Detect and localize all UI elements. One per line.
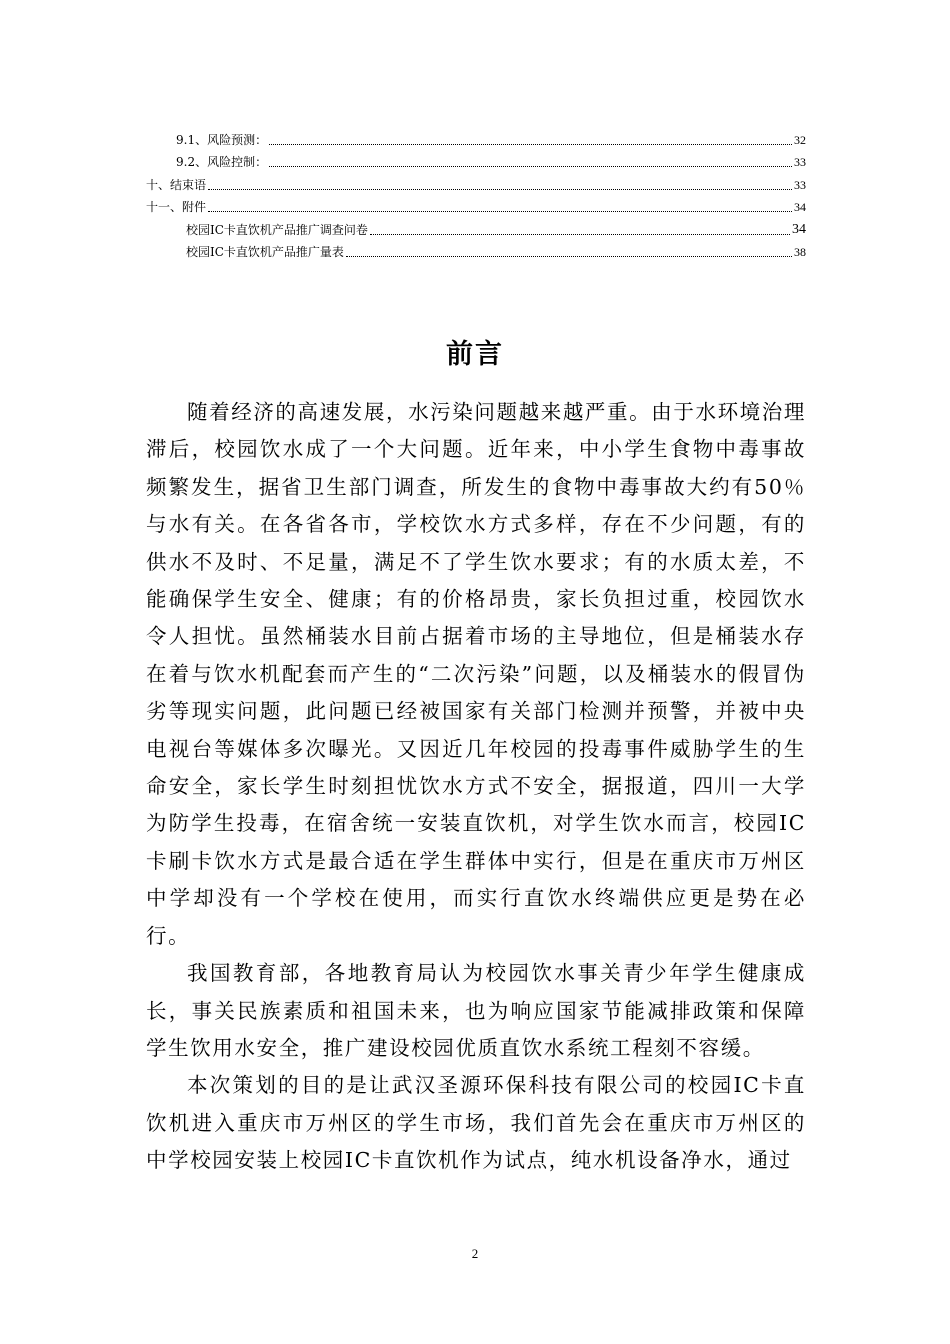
toc-entry[interactable] bbox=[146, 151, 806, 174]
toc-entry-page: 34 bbox=[792, 221, 806, 237]
toc-leader-dots bbox=[269, 143, 792, 145]
body-text bbox=[146, 394, 806, 1180]
toc-entry[interactable] bbox=[146, 241, 806, 264]
toc-entry-title: 校园IC卡直饮机产品推广调查问卷 bbox=[186, 222, 368, 237]
toc-entry[interactable] bbox=[146, 128, 806, 151]
toc-entry-title: 十一、附件 bbox=[146, 200, 207, 214]
toc-entry-page: 38 bbox=[794, 245, 806, 259]
toc-entry-page: 32 bbox=[794, 132, 806, 147]
toc-entry-title: 9.2、风险控制： bbox=[176, 155, 268, 169]
toc-entry-title: 十、结束语 bbox=[146, 177, 207, 192]
toc-entry[interactable] bbox=[146, 196, 806, 219]
paragraph: 本次策划的目的是让武汉圣源环保科技有限公司的校园IC卡直饮机进入重庆市万州区的学生市场，我们首先会在重庆市万州区的中学校园安装上校园IC卡直饮机作为试点，纯水机设备净水，通过 bbox=[146, 1073, 806, 1173]
toc-leader-dots bbox=[269, 165, 792, 167]
toc-entry-title: 9.1、风险预测： bbox=[176, 132, 268, 147]
toc-leader-dots bbox=[346, 255, 792, 257]
toc-leader-dots bbox=[208, 210, 792, 212]
toc-entry[interactable] bbox=[146, 218, 806, 241]
paragraph: 随着经济的高速发展，水污染问题越来越严重。由于水环境治理滞后，校园饮水成了一个大问题。近年来，中小学生食物中毒事故频繁发生，据省卫生部门调查，所发生的食物中毒事故大约有50％与水有关。在各省各市，学校饮水方式多样，存在不少问题，有的供水不及时、不足量，满足不了学生饮水要求；有的水质太差，不能确保学生安全、健康；有的价格昂贵，家长负担过重，校园饮水令人担忧。虽然桶装水目前占据着市场的主导地位，但是桶装水存在着与饮水机配套而产生的“二次污染”问题，以及桶装水的假冒伪劣等现实问题，此问题已经被国家有关部门检测并预警，并被中央电视台等媒体多次曝光。又因近几年校园的投毒事件威胁学生的生命安全，家长学生时刻担忧饮水方式不安全，据报道，四川一大学为防学生投毒，在宿舍统一安装直饮机，对学生饮水而言，校园IC卡刷卡饮水方式是最合适在学生群体中实行，但是在重庆市万州区中学却没有一个学校在使用，而实行直饮水终端供应更是势在必行。 bbox=[146, 400, 806, 948]
toc-entry[interactable] bbox=[146, 173, 806, 196]
toc-entry-title: 校园IC卡直饮机产品推广量表 bbox=[186, 245, 344, 259]
page-number: 2 bbox=[471, 1246, 479, 1261]
table-of-contents bbox=[146, 128, 806, 263]
toc-leader-dots bbox=[370, 233, 790, 235]
paragraph: 我国教育部，各地教育局认为校园饮水事关青少年学生健康成长，事关民族素质和祖国未来，也为响应国家节能减排政策和保障学生饮用水安全，推广建设校园优质直饮水系统工程刻不容缓。 bbox=[146, 961, 806, 1060]
toc-entry-page: 34 bbox=[794, 200, 806, 214]
section-heading: 前言 bbox=[446, 339, 504, 370]
toc-entry-page: 33 bbox=[794, 155, 806, 169]
toc-entry-page: 33 bbox=[794, 177, 806, 192]
toc-leader-dots bbox=[208, 188, 792, 190]
